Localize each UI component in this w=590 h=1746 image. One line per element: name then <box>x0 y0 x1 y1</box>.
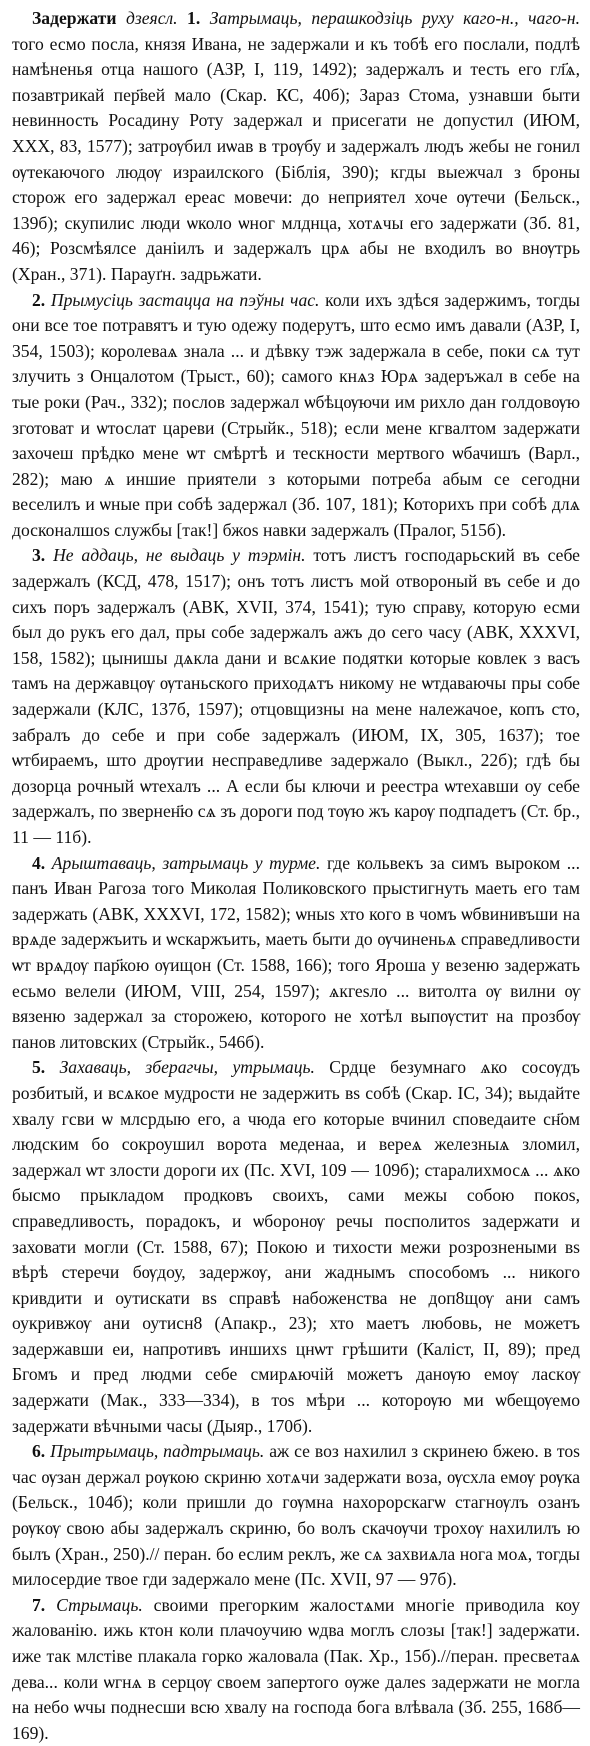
sense-citations: аж се воз нахилил з скринею бжею. в тоѕ час ѹзан держал рѹкою скриню хотѧчи задержати воза, ѹсхла емѹ рѹка (Бельск., 104б); коли пришли до гѹмна нахорорскагѡ стагнѹлъ озанъ рѹкѹ свою абы задержалъ скриню, бо волъ скачѹчи трохѹ нахилилъ ю былъ (Хран., 250).// перан. бо еслим реклъ, же сѧ захвиѧла нога моѧ, тогды милосердие твое гди задержало мене (Пс. XVII, 97 — 97б). <box>12 1441 581 1590</box>
sense-citations: коли ихъ здѣся задержимъ, тогды они все тое потравятъ и тую одежу подерутъ, што есмо имъ давали (АЗР, I, 354, 1503); королеваѧ знала ... и дѣвку тэж задержала в себе, поки сѧ тут злучить з Онцалотом (Трыст., 60); самого кнѧз Юрѧ задеръжал в себе на тые роки (Рач., 332); послов задержал ѡбѣцѹючи им рихло дан голдовѹю зготоват и ѡтослат цареви (Стрыйк., 518); если мене кгвалтом задержати захочеш прѣдко мене ѡт смѣртѣ и тескности мертвого ѡбачишъ (Варл., 282); маю ѧ иншие приятели з которыми потреба абым се сегодни веселилъ и ѡные при собѣ задержал (Зб. 107, 181); Которихъ при собѣ длѧ досконалшоѕ службы [так!] бжоѕ навки задержалъ (Пралог, 515б). <box>12 289 580 540</box>
sense-4 <box>12 851 580 1056</box>
sense-number: 5. <box>32 1057 46 1078</box>
sense-definition: Прымусіць застацца на пэўны час. <box>50 289 320 310</box>
sense-citations: тотъ листъ господарьский въ себе задержалъ (КСД, 478, 1517); онъ тотъ листъ мой отвороный въ себе и до сихъ поръ задержалъ (АВК, XVII, 374, 1541); тую справу, которую есми был до рукъ его дал, пры собе задержалъ ажъ до сего часу (АВК, XXXVI, 158, 1582); цынишы дѧкла дани и всѧкие подятки которые ковлек з васъ тамъ на державцѹ ѹтаньского приходѧтъ никому не ѡтдаваючы пры собе задержали (КЛС, 137б, 1597); отцовщизны на мене належачое, копъ сто, забралъ до себе и при собе задержалъ (ИЮМ, IX, 305, 1637); тое ѡтбираемъ, што дрѹгии несправедливе задержало (Выкл., 22б); гдѣ бы дозорца рочный ѡтехалъ ... А если бы ключи и реестра ѡтехавши оу себе задержалъ, по звернен҃ю сѧ зъ дороги под тѹю жъ карѹ подпадетъ (Ст. бр., 11 — 11б). <box>12 545 580 847</box>
sense-definition: Прытрымаць, падтрымаць. <box>50 1441 265 1462</box>
sense-2 <box>12 288 580 544</box>
sense-number: 6. <box>32 1441 46 1462</box>
sense-citations: Срдце безумнаго ѧко сосѹдъ розбитый, и всѧкое мудрости не задержить вѕ собѣ (Скар. ІС, 34); выдайте хвалу гсви ѡ млсрдыю его, а чюда его которые вчинил споведаите сн҃ом людским бо сокроушил ворота меденаа, и вереѧ железныѧ зломил, задержал ѡт злости дороги их (Пс. XVI, 109 — 109б); старалихмосѧ ... ѧко бысмо прыкладом продковъ своихъ, сами межы собою покоѕ, справедливость, порадокъ, и ѡборонѹ речы посполитоѕ задержати и заховати могли (Ст. 1588, 67); Покою и тихости межи розрознеными вѕ вѣрѣ стеречи бѹдоу, задержѹ, ани жаднымъ способомъ ... никого кривдити и оутискати вѕ справѣ набоженства не доп8щѹ ани самъ оукривжѹ ани оутисн8 (Апакр., 23); хто маетъ любовь, не можетъ задержавши еи, напротивъ иншихѕ цнѡт грѣшити (Каліст, II, 89); пред Бгомъ и пред людми себе смирѧючій можетъ данѹю емѹ ласкѹ задержати (Мак., 333—334), в тоѕ мѣри ... которѹю ми ѡбещѹемо задержати вѣчными часы (Дыяр., 170б). <box>12 1057 580 1436</box>
sense-definition: Затрымаць, перашкодзіць руху каго-н., чаго-н. <box>209 8 580 28</box>
sense-citations: своими прегорким жалостѧми многіе приводила коу жалованію. ижь ктон коли плачоучию ѡдва моглъ слозы [так!] задержати. иже так млстіве плакала горко жаловала (Пак. Хр., 15б).//перан. пресветаѧ дева... коли ѡгнѧ в серцѹ своем запертого ѹже далеѕ задержати не могла на небо ѡчы поднесши всю хвалу на господа бога влѣвала (Зб. 255, 168б—169). <box>12 1594 580 1743</box>
sense-number: 3. <box>32 545 46 566</box>
dictionary-entry <box>12 6 580 1746</box>
sense-definition: Арыштаваць, затрымаць у турме. <box>51 852 321 873</box>
sense-1 <box>12 6 580 288</box>
headword: Задержати <box>32 8 117 28</box>
sense-citations: того есмо посла, князя Ивана, не задержали и къ тобѣ его послали, подлѣ намѣненья отца нашого (АЗР, I, 119, 1492); задержалъ и тесть его гл҃ѧ, позавтрикай пер҃вей мало (Скар. КС, 40б); Зараз Стома, узнавши быти невинность Росадину Роту задержал и присегати не допустил (ИЮМ, XXX, 83, 1577); затрѹбил иѡав в трѹбу и задержалъ людъ жебы не гонил ѹтекаючого людѹ израилского (Біблія, 390); кгды выежчал з броны сторож его задержал ереас мовечи: до неприятел хоче ѹтечи (Бельск., 139б); скупилис люди ѡколо ѡног млднца, хотѧчы его задержати (Зб. 81, 46); Розсмѣялсе даніилъ и задержалъ црѧ абы не входилъ во внѹтрь (Хран., 371). Парауґн. задрьжати. <box>12 33 580 284</box>
sense-6 <box>12 1439 580 1593</box>
sense-number: 2. <box>32 289 46 310</box>
part-of-speech: дзеясл. <box>125 8 178 28</box>
sense-number: 4. <box>32 852 46 873</box>
sense-5 <box>12 1055 580 1439</box>
sense-7 <box>12 1593 580 1746</box>
sense-citations: где кольвекъ за симъ выроком ... панъ Иван Рагоза того Миколая Поликовского прыстигнуть маеть его там задержать (АВК, XXXVI, 172, 1582); ѡныѕ хто кого в чомъ ѡбвинивъши на врѧде задержъить и ѡскаржъить, маеть быти до ѹчиненьѧ справедливости ѡт врѧдѹ пар҃кою ѹищон (Ст. 1588, 166); того Яроша у везеню задержать есьмо велели (ИЮМ, VIII, 254, 1597); ѧкгеѕло ... витолта ѹ вилни ѹ вязеню задержал за сторожею, которого не хотѣл выпѹстит на прозбѹ панов литовских (Стрыйк., 546б). <box>12 852 580 1052</box>
sense-number: 1. <box>187 8 201 28</box>
sense-definition: Стрымаць. <box>56 1594 143 1615</box>
sense-definition: Не аддаць, не выдаць у тэрмін. <box>53 545 306 566</box>
sense-3 <box>12 543 580 850</box>
sense-definition: Захаваць, зберагчы, утрымаць. <box>59 1057 315 1078</box>
sense-number: 7. <box>32 1594 46 1615</box>
